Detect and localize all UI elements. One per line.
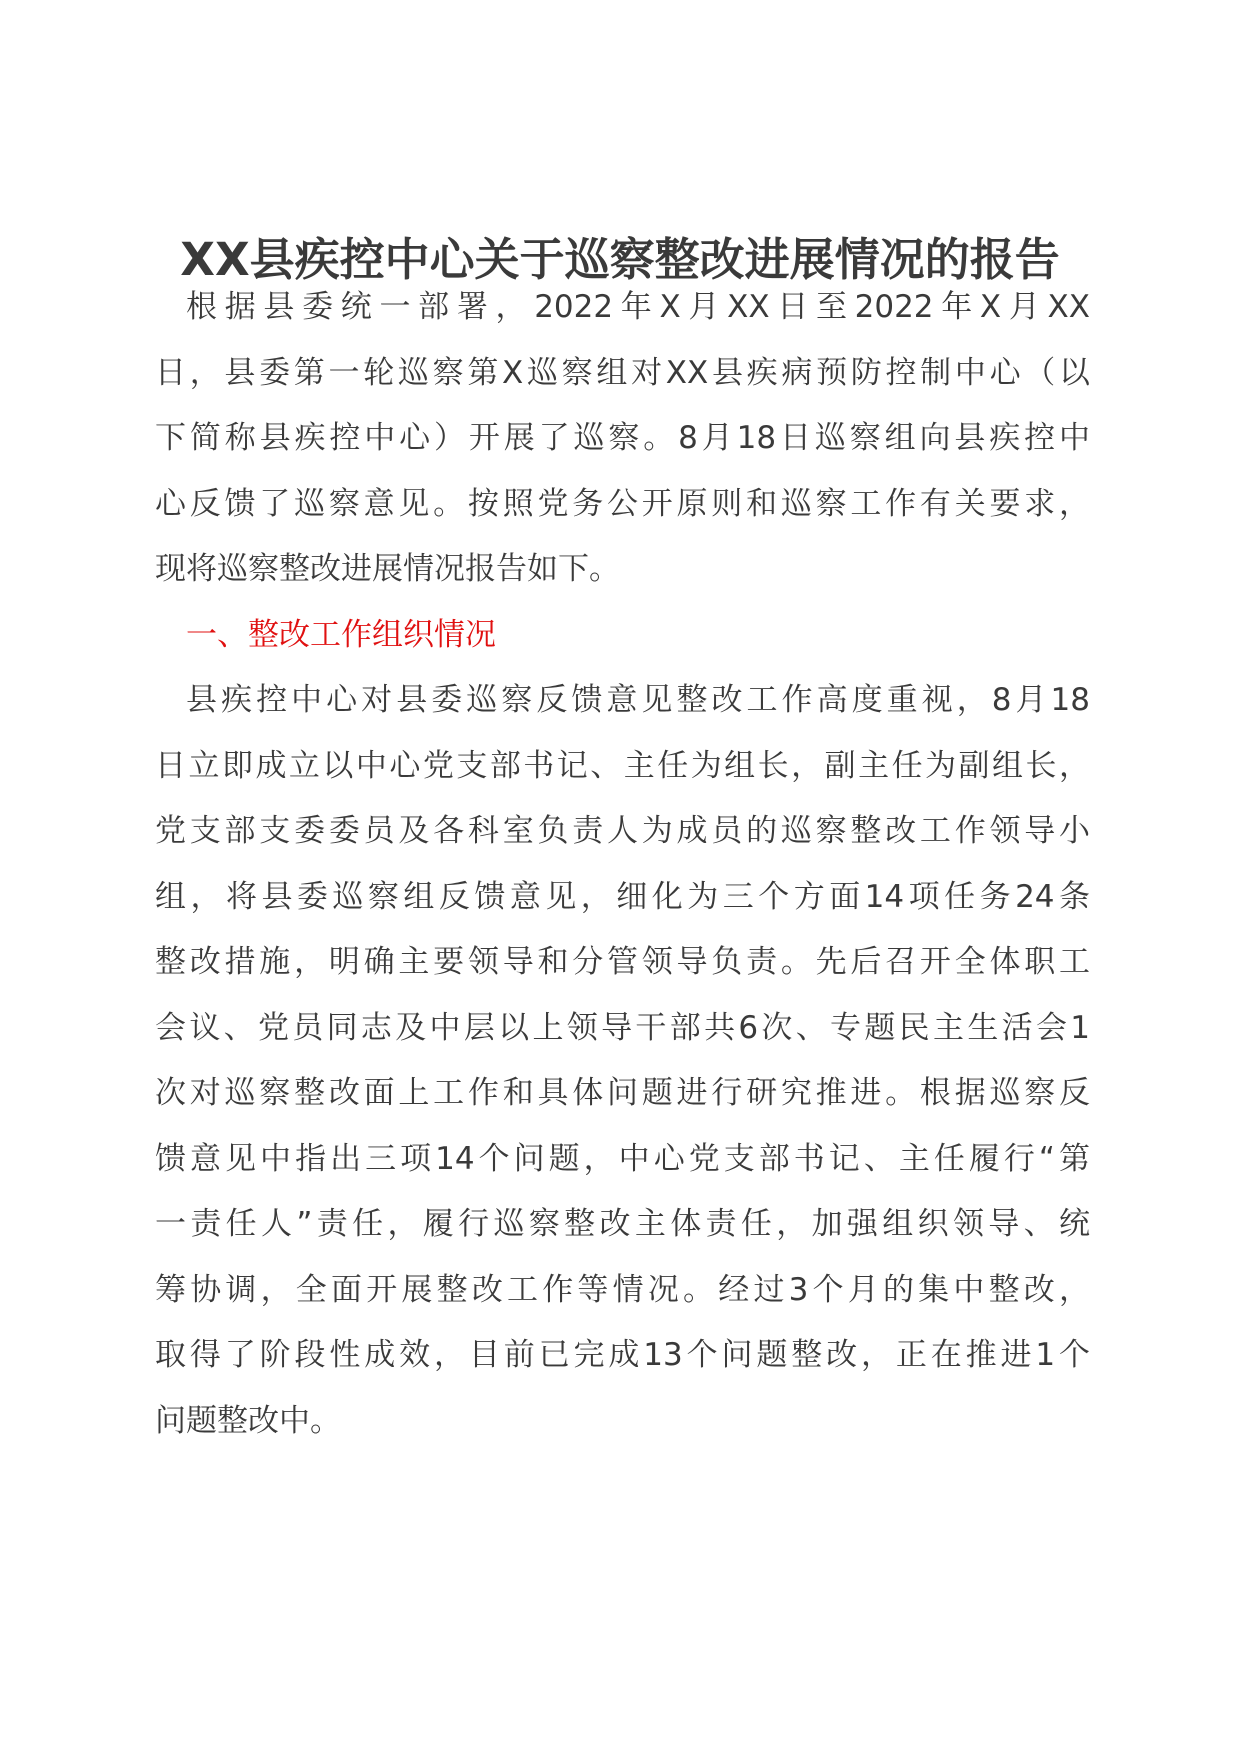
section-heading: 一、整改工作组织情况 xyxy=(186,616,496,653)
paragraph-line: 会议、党员同志及中层以上领导干部共6次、专题民主生活会1 xyxy=(155,1009,1090,1046)
paragraph-line: 次对巡察整改面上工作和具体问题进行研究推进。根据巡察反 xyxy=(155,1075,1090,1111)
paragraph-line: 馈意见中指出三项14个问题，中心党支部书记、主任履行“第 xyxy=(155,1140,1090,1177)
paragraph-line: 问题整改中。 xyxy=(155,1402,341,1439)
document-title: XX县疾控中心关于巡察整改进展情况的报告 xyxy=(180,233,1060,286)
paragraph-line: 日，县委第一轮巡察第X巡察组对XX县疾病预防控制中心（以 xyxy=(155,354,1090,391)
paragraph-line: 整改措施，明确主要领导和分管领导负责。先后召开全体职工 xyxy=(155,944,1090,980)
paragraph-line: 心反馈了巡察意见。按照党务公开原则和巡察工作有关要求， xyxy=(155,485,1090,522)
paragraph-line: 筹协调，全面开展整改工作等情况。经过3个月的集中整改， xyxy=(155,1271,1090,1308)
paragraph-line: 下简称县疾控中心）开展了巡察。8月18日巡察组向县疾控中 xyxy=(155,420,1090,456)
intro-paragraph xyxy=(155,275,1090,1454)
paragraph-line: 现将巡察整改进展情况报告如下。 xyxy=(155,551,620,587)
paragraph-line: 日立即成立以中心党支部书记、主任为组长，副主任为副组长， xyxy=(155,747,1090,784)
paragraph-line: 党支部支委委员及各科室负责人为成员的巡察整改工作领导小 xyxy=(155,813,1090,849)
paragraph-line: 县疾控中心对县委巡察反馈意见整改工作高度重视，8月18 xyxy=(186,682,1090,718)
paragraph-line: 根据县委统一部署，2022年X月XX日至2022年X月XX xyxy=(186,289,1090,325)
paragraph-line: 取得了阶段性成效，目前已完成13个问题整改，正在推进1个 xyxy=(155,1337,1090,1373)
paragraph-line: 组，将县委巡察组反馈意见，细化为三个方面14项任务24条 xyxy=(155,878,1090,915)
paragraph-line: 一责任人”责任，履行巡察整改主体责任，加强组织领导、统 xyxy=(155,1206,1090,1242)
